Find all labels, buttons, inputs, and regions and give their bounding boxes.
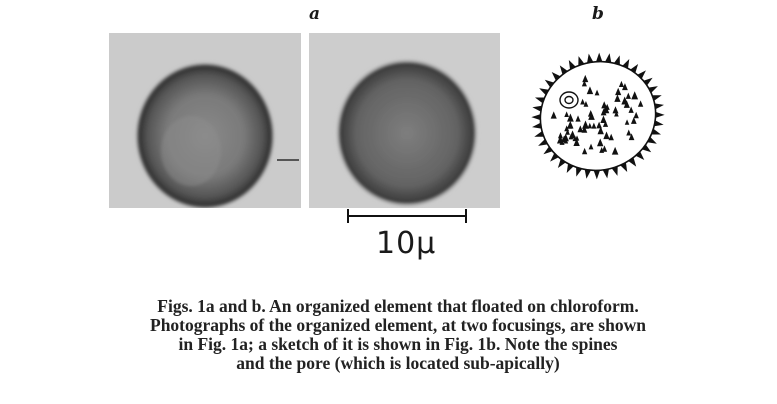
photograph-focus-1	[109, 33, 301, 208]
caption-line: and the pore (which is located sub-apically)	[236, 353, 560, 373]
sketch-spine	[630, 64, 638, 73]
sketch-surface-mark	[580, 99, 585, 105]
sketch-surface-mark	[582, 75, 588, 82]
sketch-spine	[560, 65, 568, 74]
sketch-spine	[569, 60, 576, 70]
sketch-surface-mark	[589, 144, 594, 150]
sketch-surface-mark	[588, 110, 594, 117]
sketch-surface-mark	[587, 86, 593, 94]
sketch-spine	[636, 151, 645, 160]
sketch-spine	[648, 86, 657, 93]
sketch-surface-mark	[567, 113, 574, 121]
sketch-surface-mark	[612, 106, 618, 113]
sketch-spine	[531, 114, 540, 120]
sketch-surface-mark	[602, 145, 607, 151]
sketch-surface-mark	[597, 138, 603, 146]
sketch-spine	[558, 159, 566, 168]
sketch-spine	[539, 88, 549, 95]
sketch-spine	[552, 72, 561, 81]
scale-bar	[340, 205, 472, 227]
caption-line: Photographs of the organized element, at two focusings, are shown	[150, 315, 646, 335]
sketch-spine	[628, 157, 636, 166]
sketch-surface-mark	[626, 93, 631, 99]
sketch-surface-mark	[569, 130, 576, 138]
sketch-surface-mark	[626, 130, 631, 136]
sketch-surface-mark	[619, 81, 624, 87]
sketch-surface-mark	[603, 131, 609, 139]
sketch-surface-mark	[567, 121, 573, 128]
sketch-spine	[543, 146, 552, 154]
figure-caption	[58, 297, 738, 373]
sketch-spine	[605, 53, 611, 62]
sketch-surface-mark	[591, 123, 596, 129]
sketch-spine	[596, 53, 602, 62]
sketch-spine	[532, 123, 541, 129]
sketch-surface-mark	[575, 115, 580, 121]
sketch-spine	[655, 112, 664, 118]
sketch-surface-mark	[614, 94, 620, 102]
sketch-surface-mark	[587, 123, 592, 129]
sketch-spine	[587, 54, 593, 64]
panel-b-label: b	[592, 4, 604, 24]
spiny-element-sketch	[522, 40, 674, 190]
sketch-surface-mark	[551, 111, 557, 118]
sketch-spine	[620, 162, 627, 172]
photograph-focus-2	[309, 33, 500, 208]
sketch-surface-mark	[564, 111, 569, 117]
sketch-spine	[545, 80, 554, 88]
sketch-surface-mark	[582, 148, 587, 154]
sketch-surface-mark	[595, 90, 600, 96]
sketch-spine	[603, 169, 609, 179]
panel-a-label: a	[309, 4, 321, 24]
sketch-spine	[550, 153, 559, 161]
sketch-spine	[637, 70, 646, 78]
sketch-spine	[643, 78, 652, 86]
sketch-spine	[538, 139, 547, 146]
caption-line: in Fig. 1a; a sketch of it is shown in Fig. 1b. Note the spines	[178, 334, 618, 354]
sketch-spine	[642, 145, 651, 153]
sketch-spine	[654, 120, 664, 126]
sketch-surface-mark	[638, 100, 643, 106]
sketch-spine	[594, 170, 600, 179]
sketch-spine	[585, 169, 591, 178]
caption-line: Figs. 1a and b. An organized element that floated on chloroform.	[157, 296, 639, 316]
sketch-spine	[655, 103, 664, 109]
sketch-spine	[532, 106, 542, 112]
sketch-surface-mark	[612, 147, 619, 155]
sketch-spine	[647, 137, 657, 144]
scale-bar-label: 10μ	[376, 226, 437, 261]
sketch-surface-mark	[615, 88, 621, 95]
sketch-surface-mark	[625, 119, 630, 124]
sketch-surface-mark	[633, 112, 638, 118]
sketch-surface-mark	[631, 91, 638, 99]
sketch-surface-mark	[608, 134, 613, 141]
